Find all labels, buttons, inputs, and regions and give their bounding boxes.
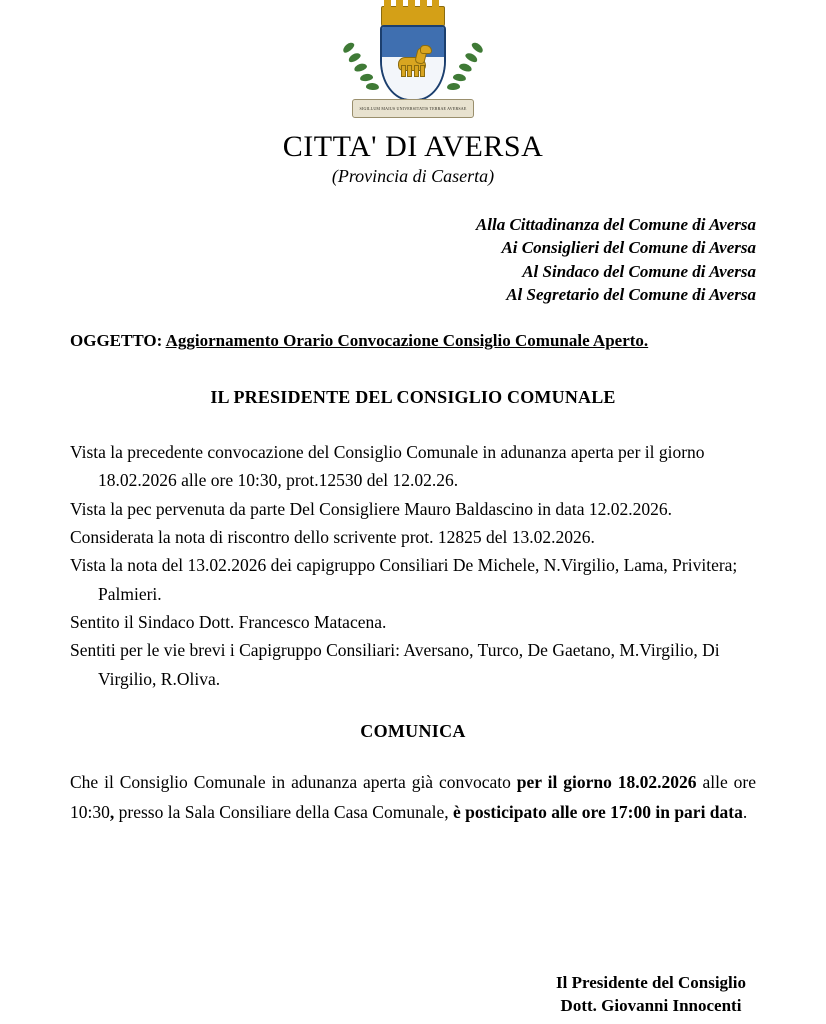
body-block [70, 438, 756, 693]
paragraph-first-line: Considerata la nota di riscontro dello scrivente prot. 12825 del 13.02.2026. [70, 526, 595, 547]
addressee-line: Ai Consiglieri del Comune di Aversa [501, 238, 756, 258]
signature-name: Dott. Giovanni Innocenti [560, 996, 742, 1016]
signature-block [556, 972, 746, 1018]
paragraph-first-line: Sentiti per le vie brevi i Capigruppo Consiliari: Aversano, Turco, De Gaetano, M.Virgilio, Di [70, 640, 720, 661]
body-paragraph [70, 608, 756, 636]
paragraph-first-line: Vista la nota del 13.02.2026 dei capigruppo Consiliari De Michele, N.Virgilio, Lama, Privitera; [70, 555, 738, 576]
coat-of-arms [70, 0, 756, 124]
closing-part3: presso la Sala Consiliare della Casa Comunale, [118, 801, 453, 822]
role-title: IL PRESIDENTE DEL CONSIGLIO COMUNALE [210, 386, 616, 407]
province-subtitle: (Provincia di Caserta) [331, 166, 495, 186]
addressee-line: Al Sindaco del Comune di Aversa [522, 261, 756, 281]
paragraph-continuation: Palmieri. [98, 583, 162, 604]
closing-part2: alle ore 10:30 [70, 771, 756, 822]
signature-role: Il Presidente del Consiglio [556, 973, 746, 993]
shield-icon [380, 25, 446, 101]
addressee-line: Alla Cittadinanza del Comune di Aversa [475, 215, 756, 234]
addressee-line: Al Segretario del Comune di Aversa [506, 285, 756, 305]
closing-part1: Che il Consiglio Comunale in adunanza aperta già convocato [70, 771, 517, 792]
closing-bold2: , [109, 801, 115, 822]
closing-paragraph [70, 768, 756, 828]
horse-icon [396, 47, 430, 77]
paragraph-first-line: Sentito il Sindaco Dott. Francesco Matacena. [70, 611, 387, 632]
crest-graphic [338, 6, 488, 124]
paragraph-first-line: Vista la pec pervenuta da parte Del Consigliere Mauro Baldascino in data 12.02.2026. [70, 498, 673, 519]
ribbon-icon [352, 99, 474, 118]
closing-bold1: per il giorno 18.02.2026 [516, 771, 697, 792]
comunica-heading: COMUNICA [360, 720, 466, 741]
body-paragraph [70, 551, 756, 608]
closing-bold3: è posticipato alle ore 17:00 in pari data [453, 801, 743, 822]
paragraph-continuation: 18.02.2026 alle ore 10:30, prot.12530 del 12.02.26. [98, 470, 459, 491]
paragraph-continuation: Virgilio, R.Oliva. [98, 668, 221, 689]
closing-part4: . [742, 801, 748, 822]
page-title: CITTA' DI AVERSA [282, 130, 544, 163]
paragraph-first-line: Vista la precedente convocazione del Consiglio Comunale in adunanza aperta per il giorno [70, 441, 705, 462]
ribbon-motto: SIGILLUM MAIUS UNIVERSITATIS TERRAE AVERSAE [359, 106, 467, 111]
body-paragraph [70, 438, 756, 495]
addressees-block [70, 213, 756, 307]
subject-label: OGGETTO: [70, 330, 163, 350]
body-paragraph [70, 636, 756, 693]
body-paragraph [70, 495, 756, 523]
subject-line [70, 331, 756, 351]
body-paragraph [70, 523, 756, 551]
subject-value: Aggiornamento Orario Convocazione Consiglio Comunale Aperto. [165, 330, 649, 350]
